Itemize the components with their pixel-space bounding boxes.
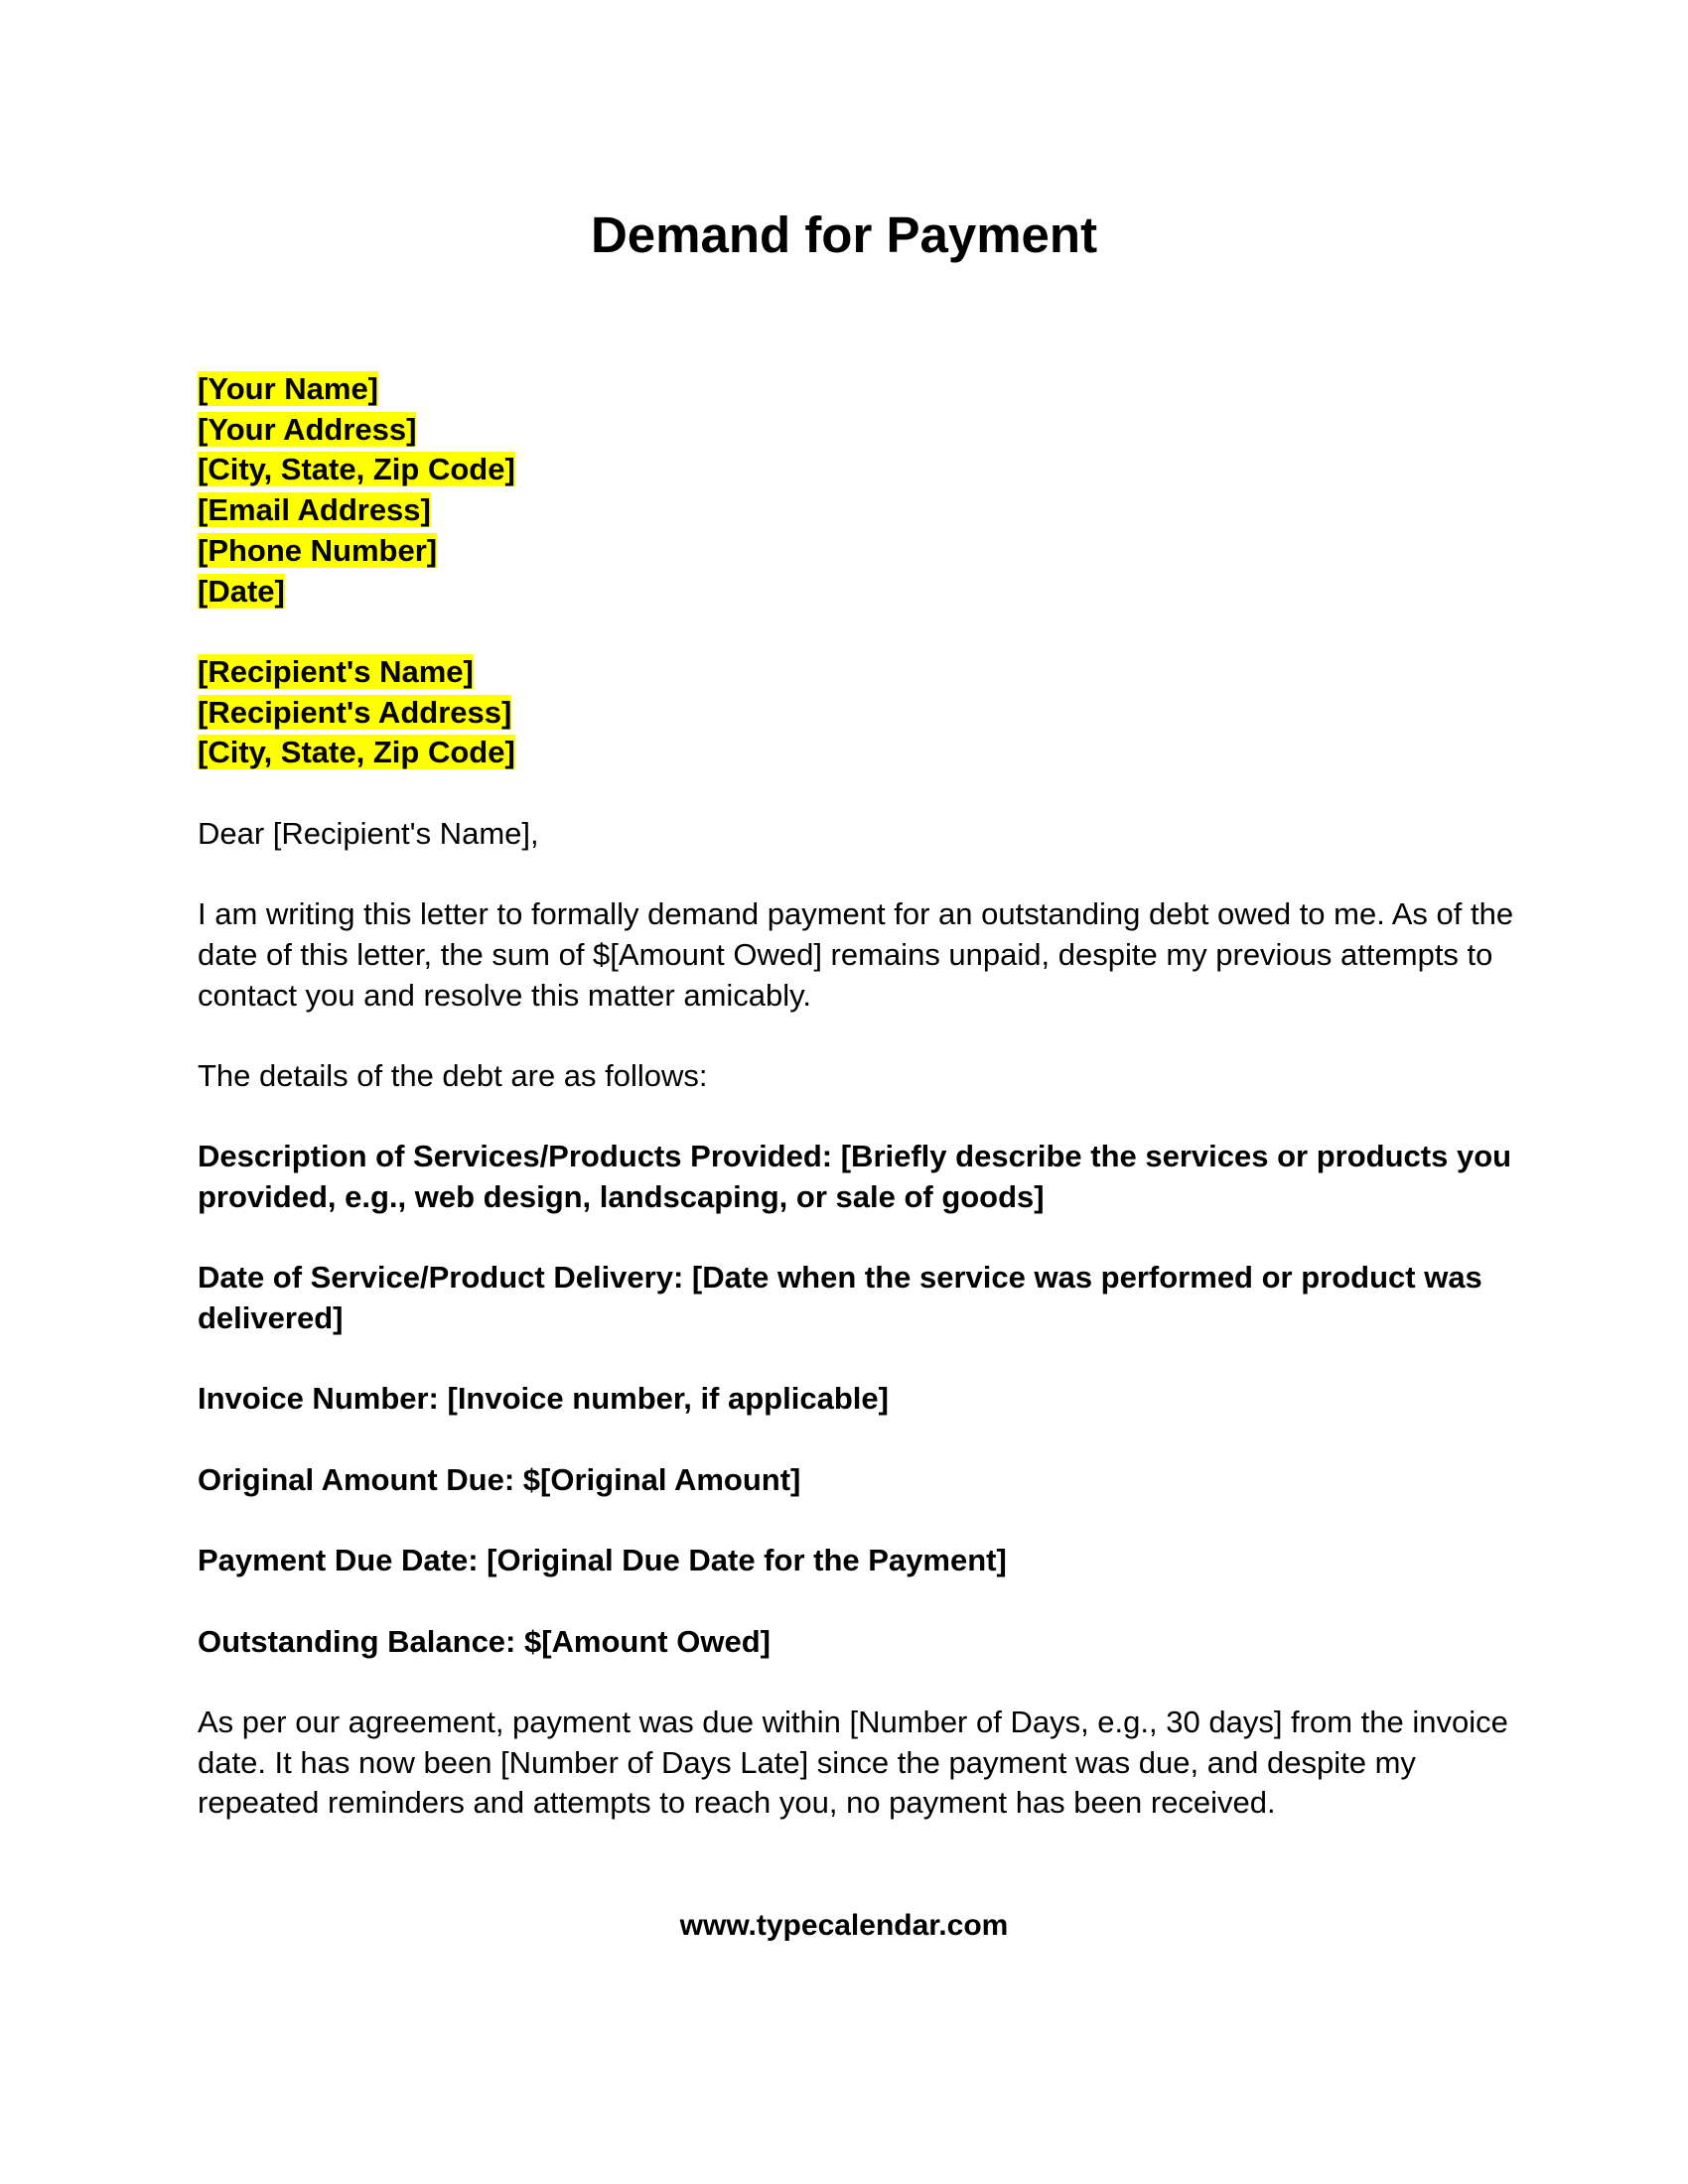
document-title: Demand for Payment <box>590 206 1098 263</box>
sender-name: [Your Name] <box>198 371 379 406</box>
detail-outstanding-balance: Outstanding Balance: $[Amount Owed] <box>198 1623 771 1659</box>
sender-address-block <box>198 369 1528 612</box>
recipient-name: [Recipient's Name] <box>198 653 474 689</box>
detail-original-amount: Original Amount Due: $[Original Amount] <box>198 1461 801 1497</box>
recipient-city-state-zip: [City, State, Zip Code] <box>198 735 515 770</box>
intro-paragraph: I am writing this letter to formally demand payment for an outstanding debt owed to me. As of the date of this letter, the sum of $[Amount Owed] remains unpaid, despite my previous attempts to contact you and resolve this matter amicably. <box>198 896 1514 1013</box>
details-intro: The details of the debt are as follows: <box>198 1057 708 1093</box>
footer-website: www.typecalendar.com <box>679 1909 1009 1942</box>
sender-email: [Email Address] <box>198 492 431 528</box>
recipient-address-block <box>198 652 1528 773</box>
sender-phone: [Phone Number] <box>198 532 438 568</box>
detail-invoice-number: Invoice Number: [Invoice number, if applicable] <box>198 1381 889 1417</box>
closing-paragraph: As per our agreement, payment was due within [Number of Days, e.g., 30 days] from the invoice date. It has now been [Number of Days Late] since the payment was due, and despite my repeated reminders and attempts to reach you, no payment has been received. <box>198 1705 1508 1821</box>
sender-city-state-zip: [City, State, Zip Code] <box>198 452 515 487</box>
letter-date: [Date] <box>198 573 285 609</box>
salutation: Dear [Recipient's Name], <box>198 815 539 851</box>
recipient-address: [Recipient's Address] <box>198 694 512 730</box>
detail-description: Description of Services/Products Provided: [Briefly describe the services or products you provided, e.g., web design, landscaping, or sale of goods] <box>198 1139 1512 1214</box>
sender-address: [Your Address] <box>198 411 417 447</box>
letter-body <box>198 369 1528 1824</box>
detail-payment-due-date: Payment Due Date: [Original Due Date for the Payment] <box>198 1543 1007 1578</box>
detail-delivery-date: Date of Service/Product Delivery: [Date when the service was performed or product was delivered] <box>198 1260 1482 1336</box>
